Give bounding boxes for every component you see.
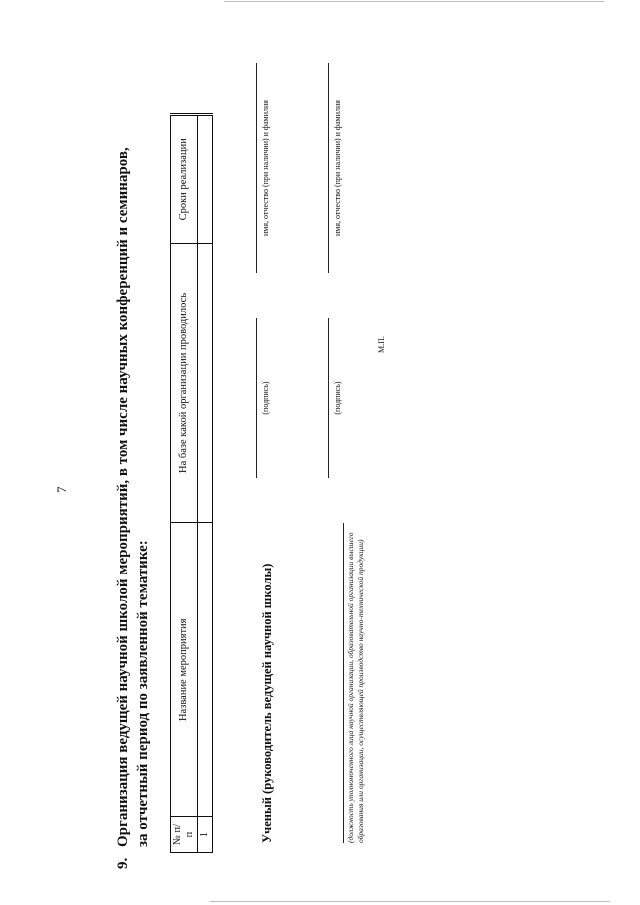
rotated-document-page: [20, 23, 620, 883]
name-line-1: [256, 63, 257, 273]
signature-line-2: [328, 318, 329, 478]
events-table: [170, 113, 213, 853]
table-cell: [198, 523, 213, 817]
scientist-label: Ученый (руководитель ведущей научной школы): [260, 563, 274, 843]
header-cell-event-name: Название мероприятия: [171, 523, 198, 817]
signature-caption-2: (подпись): [333, 381, 342, 415]
scan-edge-bottom: [210, 901, 610, 902]
official-position-caption: (должность уполномоченного лица научной организации, образовательной организации высшего образования или организации, осуществляющей производство научно-технической продукции): [346, 532, 365, 843]
table-row: [198, 115, 213, 853]
section-number: 9.: [115, 857, 131, 869]
signature-line-1: [256, 318, 257, 478]
section-title-line1: Организация ведущей научной школой мероприятий, в том числе научных конференций и семинаров,: [115, 147, 131, 847]
section-title-line2: за отчетный период по заявленной тематике:: [135, 540, 151, 847]
official-position-line: [343, 523, 344, 843]
section-heading: [113, 69, 153, 869]
header-cell-dates: Сроки реализации: [171, 115, 198, 244]
table-cell: [198, 115, 213, 244]
table-cell: 1: [198, 817, 213, 853]
scan-edge-top: [224, 1, 604, 2]
signature-caption-1: (подпись): [261, 381, 270, 415]
page-number: 7: [54, 486, 69, 493]
stamp-placeholder: М.П.: [377, 336, 386, 353]
name-caption-2: имя, отчество (при наличии) и фамилия: [333, 100, 342, 236]
header-cell-organization: На базе какой организации проводилось: [171, 243, 198, 523]
table-header-row: [171, 115, 198, 853]
name-caption-1: имя, отчество (при наличии) и фамилия: [261, 100, 270, 236]
header-cell-number: № п/п: [171, 817, 198, 853]
table-cell: [198, 243, 213, 523]
name-line-2: [328, 63, 329, 273]
